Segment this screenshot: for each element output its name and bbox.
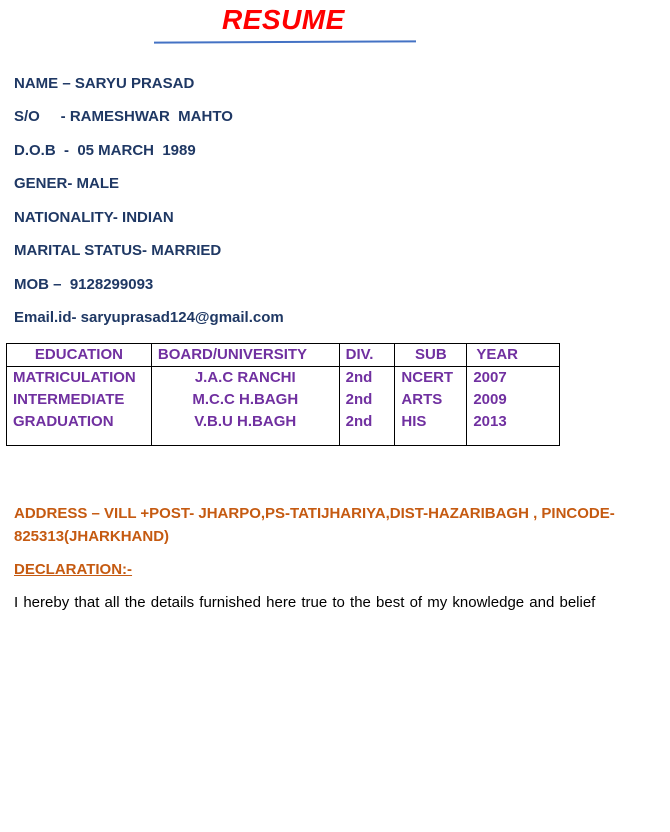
cell-year: 2007 <box>467 367 560 390</box>
name-line: NAME – SARYU PRASAD <box>14 75 195 92</box>
table-row <box>7 367 560 390</box>
cell-subject: NCERT <box>395 367 467 390</box>
header-year: YEAR <box>467 344 560 367</box>
cell-education: MATRICULATION <box>7 367 152 390</box>
header-education: EDUCATION <box>7 344 152 367</box>
mobile-line: MOB – 9128299093 <box>14 276 154 293</box>
title-underline <box>154 40 416 43</box>
header-board: BOARD/UNIVERSITY <box>151 344 339 367</box>
header-division: DIV. <box>339 344 395 367</box>
cell-board: V.B.U H.BAGH <box>151 411 339 446</box>
marital-status-line: MARITAL STATUS- MARRIED <box>14 242 222 259</box>
email-line: Email.id- saryuprasad124@gmail.com <box>14 309 284 326</box>
cell-division: 2nd <box>339 389 395 411</box>
cell-education: INTERMEDIATE <box>7 389 152 411</box>
cell-division: 2nd <box>339 367 395 390</box>
father-line: S/O - RAMESHWAR MAHTO <box>14 108 233 125</box>
cell-subject: ARTS <box>395 389 467 411</box>
declaration-text: I hereby that all the details furnished here true to the best of my knowledge and belief <box>14 594 596 611</box>
table-row <box>7 389 560 411</box>
table-header-row <box>7 344 560 367</box>
cell-subject: HIS <box>395 411 467 446</box>
cell-education: GRADUATION <box>7 411 152 446</box>
address-text: ADDRESS – VILL +POST- JHARPO,PS-TATIJHARIYA,DIST-HAZARIBAGH , PINCODE-825313(JHARKHAND) <box>14 505 615 545</box>
cell-board: J.A.C RANCHI <box>151 367 339 390</box>
table-row <box>7 411 560 446</box>
cell-year: 2009 <box>467 389 560 411</box>
cell-board: M.C.C H.BAGH <box>151 389 339 411</box>
cell-year: 2013 <box>467 411 560 446</box>
declaration-heading: DECLARATION:- <box>14 561 133 578</box>
nationality-line: NATIONALITY- INDIAN <box>14 209 174 226</box>
resume-title: RESUME <box>222 4 345 35</box>
header-subject: SUB <box>395 344 467 367</box>
education-table <box>6 343 560 446</box>
cell-division: 2nd <box>339 411 395 446</box>
dob-line: D.O.B - 05 MARCH 1989 <box>14 142 196 159</box>
gender-line: GENER- MALE <box>14 175 119 192</box>
